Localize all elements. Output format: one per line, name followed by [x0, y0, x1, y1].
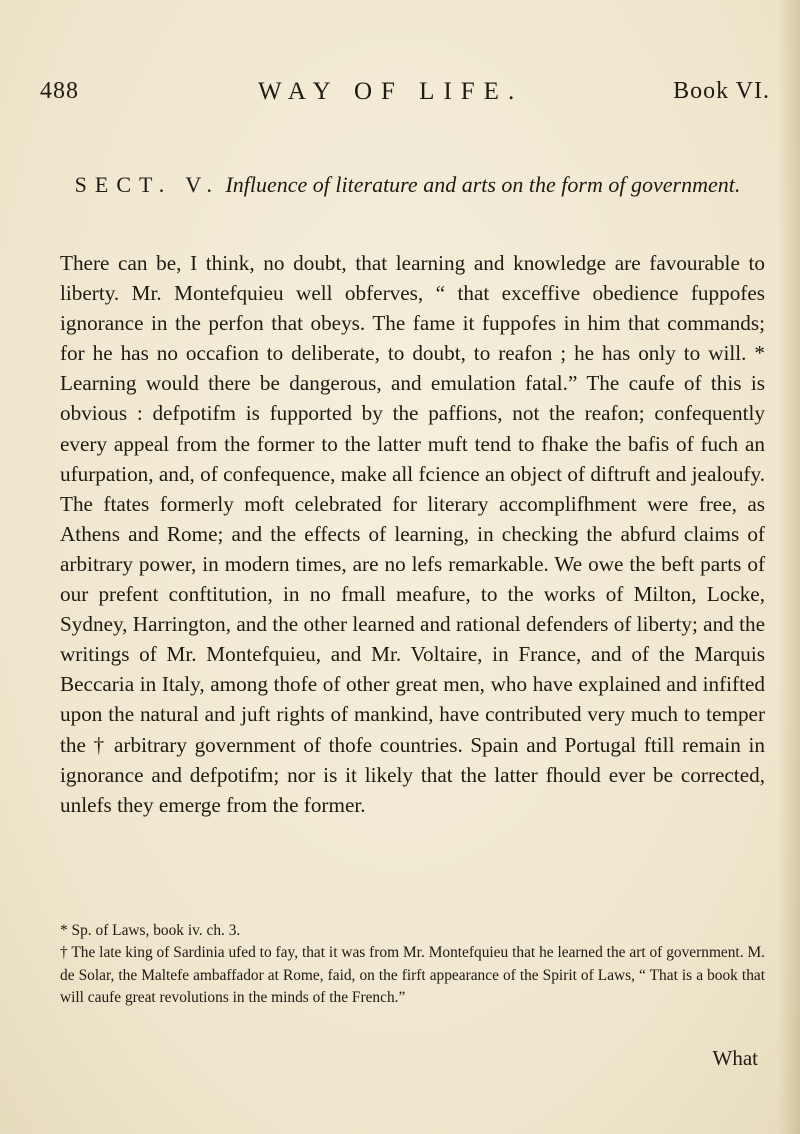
body-text [60, 248, 765, 820]
book-number: Book VI. [673, 78, 770, 104]
running-title: WAY OF LIFE. [258, 78, 524, 105]
running-head [40, 78, 770, 112]
page-number: 488 [40, 78, 79, 104]
section-title: Influence of literature and arts on the form of government. [225, 172, 741, 197]
footnotes [60, 920, 765, 1009]
section-label: SECT. V. [74, 172, 220, 197]
footnote-1: * Sp. of Laws, book iv. ch. 3. [60, 922, 241, 939]
body-paragraph: There can be, I think, no doubt, that learning and knowledge are favourable to liberty. Mr. Montefquieu well obferves, “ that exceffive obedience fuppofes ignorance in the perfon that obeys. The fame it fuppofes in him that commands; for he has no occafion to deliberate, to doubt, to reafon ; he has only to will. * Learning would there be dangerous, and emulation fatal.” The caufe of this is obvious : defpotifm is fupported by the paffions, not the reafon; confequently every appeal from the former to the latter muft tend to fhake the bafis of fuch an ufurpation, and, of confequence, make all fcience an object of diftruft and jealoufy. The ftates formerly moft celebrated for literary accomplifhment were free, as Athens and Rome; and the effects of learning, in checking the abfurd claims of arbitrary power, in modern times, are no lefs remarkable. We owe the beft parts of our prefent conftitution, in no fmall meafure, to the works of Milton, Locke, Sydney, Harrington, and the other learned and rational defenders of liberty; and the writings of Mr. Montefquieu, and Mr. Voltaire, in France, and of the Marquis Beccaria in Italy, among thofe of other great men, who have explained and infifted upon the natural and juft rights of mankind, have contributed very much to temper the † arbitrary government of thofe countries. Spain and Portugal ftill remain in ignorance and defpotifm; nor is it likely that the latter fhould ever be corrected, unlefs they emerge from the former. [60, 251, 765, 817]
section-heading [40, 170, 775, 199]
footnote-2: † The late king of Sardinia ufed to fay, that it was from Mr. Montefquieu that he learned the art of government. M. de Solar, the Maltefe ambaffador at Rome, faid, on the firft appearance of the Spirit of Laws, “ That is a book that will caufe great revolutions in the minds of the French.” [60, 944, 765, 1006]
page-edge-shadow [778, 0, 800, 1134]
catchword: What [712, 1046, 758, 1070]
